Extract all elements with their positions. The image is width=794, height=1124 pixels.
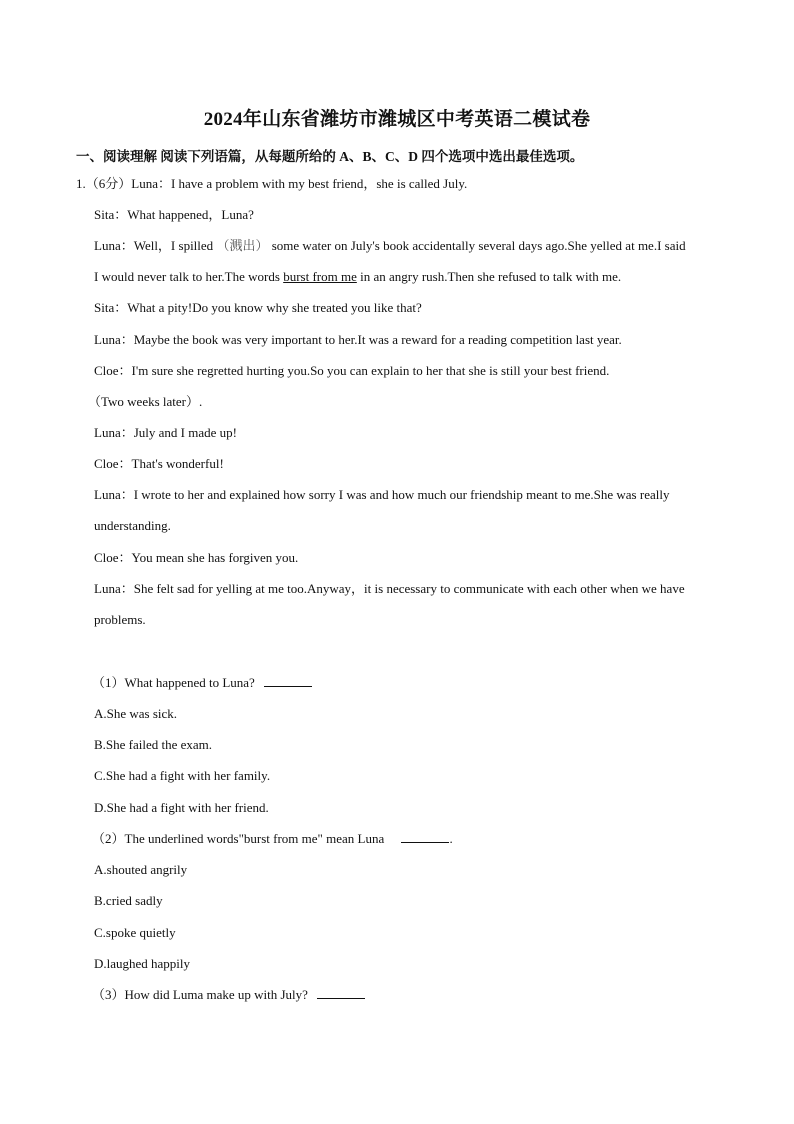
dialogue-text: I would never talk to her.The words: [94, 269, 280, 284]
section-heading: 一、阅读理解 阅读下列语篇，从每题所给的 A、B、C、D 四个选项中选出最佳选项。: [76, 149, 584, 164]
option-c: C.She had a fight with her family.: [94, 768, 271, 783]
answer-blank[interactable]: [264, 674, 312, 687]
sub-question-1-stem: [92, 674, 312, 692]
option-c: C.spoke quietly: [94, 925, 176, 940]
option-d: D.laughed happily: [94, 956, 191, 971]
question-text: （2）The underlined words"burst from me" mean Luna: [92, 831, 385, 846]
answer-blank[interactable]: [317, 986, 365, 999]
dialogue-line: Cloe：I'm sure she regretted hurting you.So you can explain to her that she is still your best friend.: [94, 363, 610, 378]
dialogue-text: in an angry rush.Then she refused to talk with me.: [360, 269, 622, 284]
option-d: D.She had a fight with her friend.: [94, 800, 269, 815]
dialogue-line: Luna：July and I made up!: [94, 425, 237, 440]
sub-question-2-stem: [92, 830, 453, 848]
question-1-intro: 1.（6分）Luna：I have a problem with my best friend，she is called July.: [76, 176, 468, 191]
option-b: B.She failed the exam.: [94, 737, 213, 752]
dialogue-line: Luna：Maybe the book was very important to her.It was a reward for a reading competition last year.: [94, 332, 622, 347]
dialogue-text: Luna：Well，I spilled: [94, 238, 214, 253]
dialogue-line: Cloe：You mean she has forgiven you.: [94, 550, 299, 565]
option-b: B.cried sadly: [94, 893, 163, 908]
dialogue-line: understanding.: [94, 518, 171, 533]
question-text: （1）What happened to Luna?: [92, 675, 255, 690]
dialogue-line: problems.: [94, 612, 146, 627]
dialogue-line: [94, 268, 621, 286]
dialogue-line: Luna：I wrote to her and explained how sorry I was and how much our friendship meant to me.She was really: [94, 487, 670, 502]
sub-question-3-stem: [92, 986, 365, 1004]
dialogue-line: Luna：She felt sad for yelling at me too.Anyway，it is necessary to communicate with each other when we have: [94, 581, 685, 596]
underlined-phrase: burst from me: [283, 269, 357, 284]
question-text: （3）How did Luma make up with July?: [92, 987, 308, 1002]
answer-blank[interactable]: [401, 830, 449, 843]
option-a: A.She was sick.: [94, 706, 178, 721]
dialogue-line: Sita：What happened，Luna?: [94, 207, 254, 222]
option-a: A.shouted angrily: [94, 862, 188, 877]
dialogue-line: Sita：What a pity!Do you know why she treated you like that?: [94, 300, 422, 315]
dialogue-line: Cloe：That's wonderful!: [94, 456, 224, 471]
dialogue-line: [94, 237, 686, 255]
page-title: 2024年山东省潍坊市潍城区中考英语二模试卷: [203, 109, 591, 130]
dialogue-text: some water on July's book accidentally several days ago.She yelled at me.I said: [271, 238, 686, 253]
dialogue-line: （Two weeks later）.: [88, 394, 203, 409]
question-punctuation: .: [449, 831, 453, 846]
chinese-gloss: （溅出）: [216, 238, 269, 253]
